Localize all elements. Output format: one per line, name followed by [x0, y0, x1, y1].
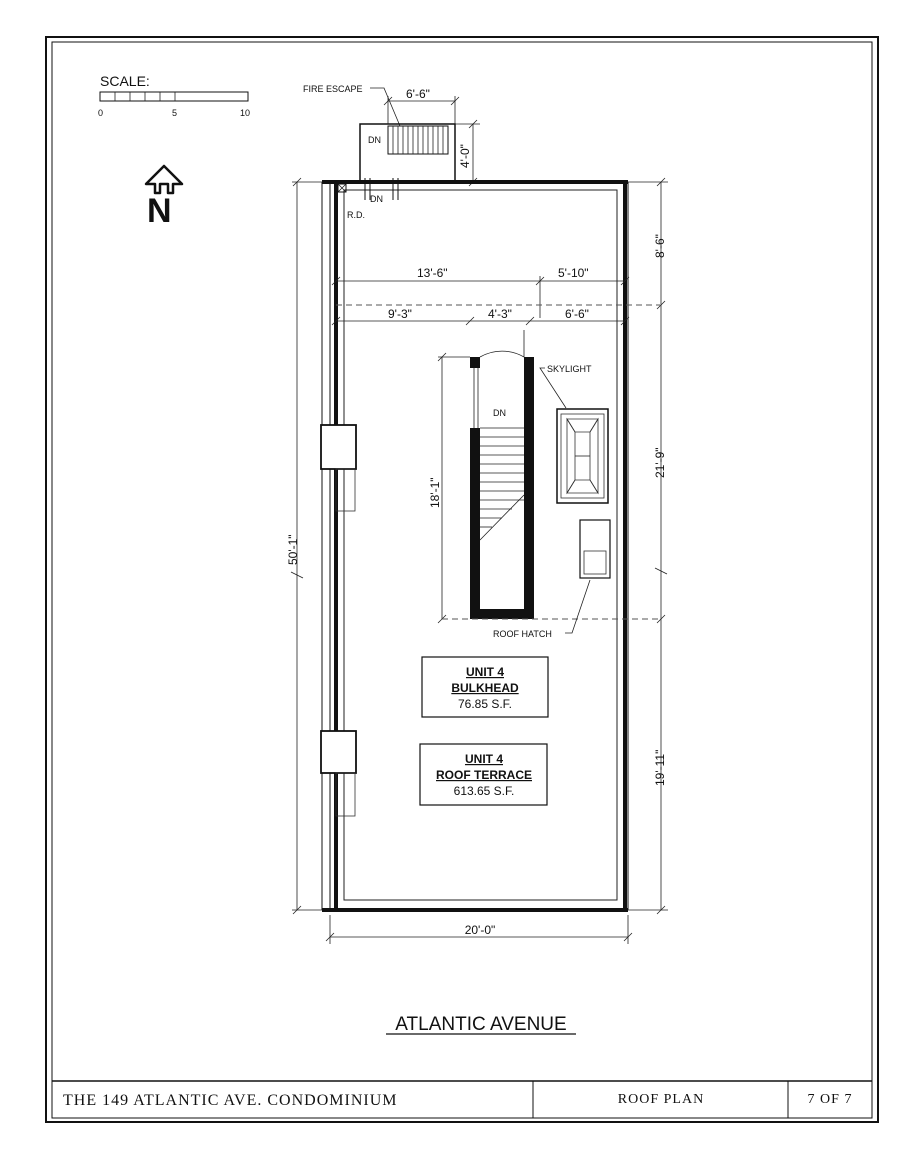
dim-overall-width: 20'-0" [464, 923, 496, 937]
fire-escape [303, 84, 480, 186]
roof-drain [338, 184, 365, 220]
dim-rear-setback: 8'-6" [653, 234, 667, 258]
bottom-dimension [326, 915, 632, 944]
dim-stair-length: 18'-1" [428, 477, 442, 508]
right-dimensions [628, 178, 668, 914]
dim-left-lower: 9'-3" [388, 307, 412, 321]
roof-hatch [493, 520, 610, 639]
sheet-inner-border [52, 42, 872, 1118]
street-label: ATLANTIC AVENUE [395, 1014, 567, 1035]
skylight [540, 364, 608, 503]
scale-tick-10: 10 [240, 108, 251, 118]
area-terrace-title: UNIT 4 [464, 752, 504, 766]
dim-fire-escape-depth: 4'-0" [458, 144, 472, 168]
dim-left-upper: 13'-6" [417, 266, 448, 280]
fire-escape-label: FIRE ESCAPE [303, 84, 363, 94]
area-box-roof-terrace [420, 744, 547, 805]
project-name: THE 149 ATLANTIC AVE. CONDOMINIUM [63, 1092, 398, 1109]
area-terrace-subtitle: ROOF TERRACE [436, 768, 532, 782]
area-bulkhead-value: 76.85 S.F. [457, 697, 513, 711]
skylight-label: SKYLIGHT [547, 364, 592, 374]
dim-terrace-front: 19'-11" [653, 749, 667, 786]
roof-hatch-label: ROOF HATCH [493, 629, 552, 639]
upper-dimensions [332, 266, 660, 325]
scale-label: SCALE: [100, 73, 150, 89]
scale-bar [98, 73, 250, 118]
area-bulkhead-title: UNIT 4 [465, 665, 505, 679]
left-dimensions [286, 178, 322, 914]
dim-overall-length: 50'-1" [286, 534, 300, 565]
sheet-number: 7 OF 7 [807, 1092, 853, 1107]
scale-tick-5: 5 [172, 108, 178, 118]
scale-tick-0: 0 [98, 108, 104, 118]
north-letter: N [147, 192, 172, 230]
roof-drain-label: R.D. [347, 210, 365, 220]
wall-projections [321, 425, 356, 816]
dim-fire-escape-width: 6'-6" [406, 87, 430, 101]
north-arrow-icon [146, 166, 182, 230]
ladder-dn: DN [370, 194, 383, 204]
sheet-title: ROOF PLAN [617, 1092, 705, 1107]
dim-right-lower: 6'-6" [565, 307, 589, 321]
area-box-bulkhead [422, 657, 548, 717]
stair-dn: DN [493, 408, 506, 418]
area-terrace-value: 613.65 S.F. [453, 784, 515, 798]
area-bulkhead-subtitle: BULKHEAD [451, 681, 519, 695]
title-block [52, 1081, 872, 1118]
fire-escape-dn: DN [368, 135, 381, 145]
dim-bulkhead-depth: 21'-9" [653, 447, 667, 478]
dim-stair-width: 4'-3" [488, 307, 512, 321]
dim-right-upper: 5'-10" [558, 266, 589, 280]
